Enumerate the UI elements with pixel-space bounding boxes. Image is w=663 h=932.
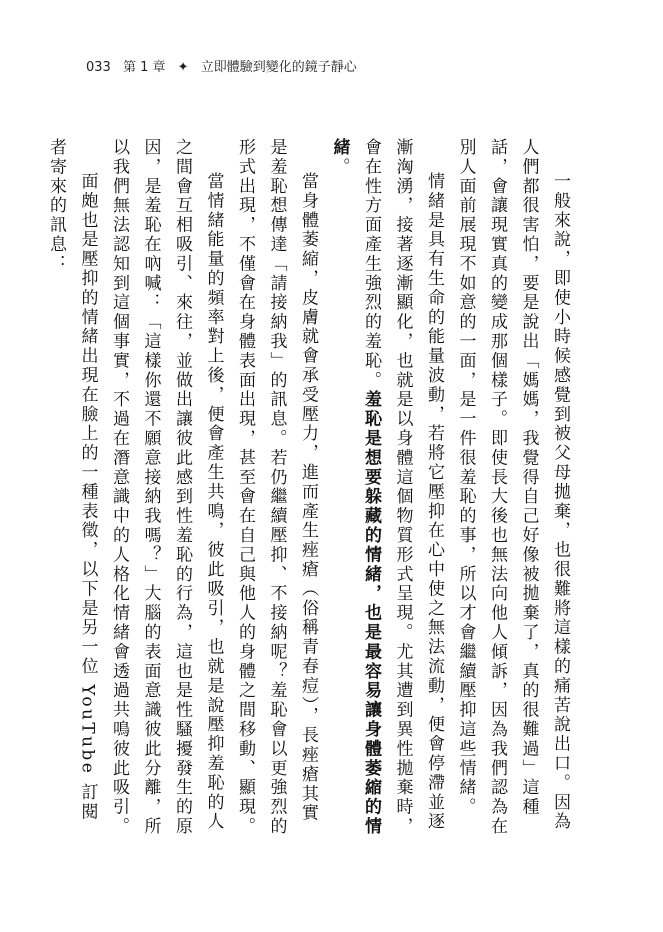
separator-icon: ✦ (177, 60, 189, 75)
paragraph-2-emphasis: 羞恥是想要躲藏的情緒，也是最容易讓身體萎縮的情緒 (329, 138, 381, 837)
running-header (86, 58, 365, 78)
chapter-title: 立即體驗到變化的鏡子靜心 (200, 60, 357, 75)
body-text (46, 138, 575, 838)
paragraph-2-end: 。 (329, 157, 350, 177)
page-number: 033 (86, 60, 111, 75)
chapter-label: 第 1 章 (122, 60, 166, 75)
paragraph-2 (323, 138, 449, 838)
paragraph-5: 面皰也是壓抑的情緒出現在臉上的一種表徵，以下是另一位 YouTube 訂閱者寄來的訊息： (46, 138, 98, 822)
paragraph-2-text: 情緒是具有生命的能量波動，若將它壓抑在心中使之無法流動，便會停滯並逐漸洶湧，接著逐漸顯化，也就是以身體這個物質形式呈現。尤其遭到異性拋棄時，會在性方面產生強烈的羞恥。 (361, 138, 444, 837)
paragraph-4: 當情緒能量的頻率對上後，便會產生共鳴，彼此吸引，也就是說壓抑羞恥的人之間會互相吸引、來往，並做出讓彼此感到性羞恥的行為，這也是性騷擾發生的原因，是羞恥在吶喊：「這樣你還不願意接納我嗎？」大腦的表面意識彼此分離，所以我們無法認知到這個事實，不過在潛意識中的人格化情緒會透過共鳴彼此吸引。 (109, 138, 224, 837)
paragraph-3: 當身體萎縮，皮膚就會承受壓力，進而產生痤瘡（俗稱青春痘），長痤瘡其實是羞恥想傳達「請接納我」的訊息。若仍繼續壓抑、不接納呢？羞恥會以更強烈的形式出現，不僅會在身體表面出現，甚至會在自己與他人的身體之間移動、顯現。 (235, 138, 318, 837)
paragraph-1: 一般來說，即使小時候感覺到被父母拋棄，也很難將這樣的痛苦說出口。因為人們都很害怕，要是說出「媽媽，我覺得自己好像被拋棄了，真的很難過」這種話，會讓現實真的變成那個樣子。即使長大後也無法向他人傾訴，因為我們認為在別人面前展現不如意的一面，是一件很羞恥的事，所以才會繼續壓抑這些情緒。 (455, 138, 570, 837)
